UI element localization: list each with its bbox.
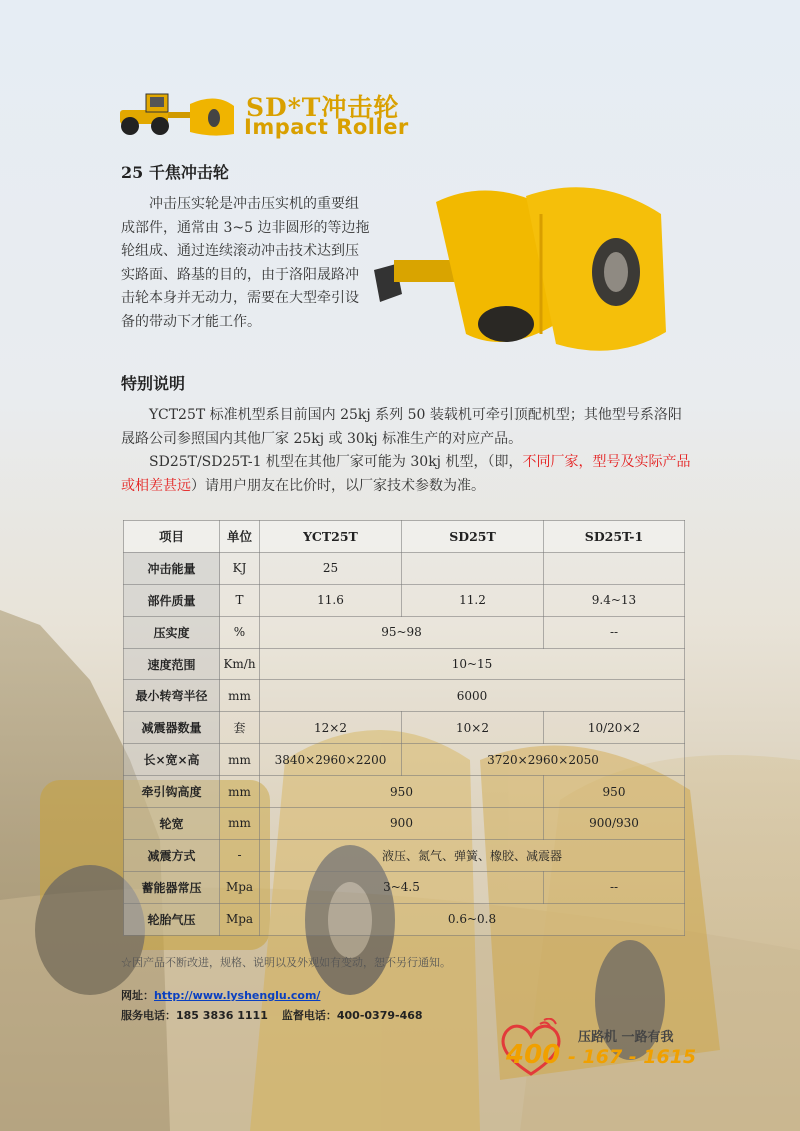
notes-p2-start: SD25T/SD25T-1 机型在其他厂家可能为 30kj 机型，（即， bbox=[149, 454, 523, 470]
section-title-25kj: 25 千焦冲击轮 bbox=[121, 163, 229, 182]
supervise-phone-label: 监督电话： bbox=[281, 1009, 337, 1022]
row-label: 长×宽×高 bbox=[124, 744, 220, 776]
table-row bbox=[124, 871, 685, 903]
cell-value: 900 bbox=[260, 808, 544, 840]
cell-value: 12×2 bbox=[260, 712, 402, 744]
row-unit: mm bbox=[220, 776, 260, 808]
hotline-400: 400 bbox=[506, 1040, 561, 1070]
row-unit: KJ bbox=[220, 552, 260, 584]
brand-title-cn: SD*T冲击轮 bbox=[246, 93, 400, 122]
cell-value bbox=[402, 552, 544, 584]
cell-value: 11.2 bbox=[402, 584, 544, 616]
row-unit: Km/h bbox=[220, 648, 260, 680]
service-phone-label: 服务电话： bbox=[121, 1009, 176, 1022]
table-row bbox=[124, 712, 685, 744]
row-label: 轮宽 bbox=[124, 808, 220, 840]
table-row bbox=[124, 839, 685, 871]
row-label: 冲击能量 bbox=[124, 552, 220, 584]
cell-value: 3840×2960×2200 bbox=[260, 744, 402, 776]
service-phone: 185 3836 1111 bbox=[176, 1009, 268, 1022]
phone-line bbox=[121, 1007, 423, 1023]
notes-warning-text: 不同厂家，型号及实际产品或相差甚远 bbox=[121, 454, 691, 494]
row-label: 牵引钩高度 bbox=[124, 776, 220, 808]
row-unit: Mpa bbox=[220, 871, 260, 903]
row-unit: T bbox=[220, 584, 260, 616]
brand-title-en: Impact Roller bbox=[244, 115, 409, 139]
hotline-badge bbox=[496, 1018, 696, 1078]
spec-table bbox=[123, 520, 685, 936]
cell-value: 液压、氮气、弹簧、橡胶、减震器 bbox=[260, 839, 685, 871]
brand-header bbox=[116, 88, 456, 140]
row-label: 最小转弯半径 bbox=[124, 680, 220, 712]
website-label: 网址： bbox=[121, 989, 154, 1002]
hotline-number: - 167 - 1615 bbox=[568, 1046, 697, 1068]
disclaimer-note: ☆因产品不断改进，规格、说明以及外观如有变动，恕不另行通知。 bbox=[121, 956, 451, 969]
table-row bbox=[124, 808, 685, 840]
table-row bbox=[124, 680, 685, 712]
row-unit: mm bbox=[220, 680, 260, 712]
header-item: 项目 bbox=[124, 521, 220, 553]
cell-value: 10/20×2 bbox=[544, 712, 685, 744]
row-label: 减震器数量 bbox=[124, 712, 220, 744]
cell-value: 25 bbox=[260, 552, 402, 584]
cell-value: 950 bbox=[544, 776, 685, 808]
row-unit: 套 bbox=[220, 712, 260, 744]
row-label: 压实度 bbox=[124, 616, 220, 648]
supervise-phone: 400-0379-468 bbox=[336, 1009, 423, 1022]
table-header-row bbox=[124, 521, 685, 553]
row-label: 部件质量 bbox=[124, 584, 220, 616]
notes-paragraph-2 bbox=[121, 451, 691, 498]
table-row bbox=[124, 552, 685, 584]
cell-value: 6000 bbox=[260, 680, 685, 712]
cell-value: 900/930 bbox=[544, 808, 685, 840]
cell-value: 11.6 bbox=[260, 584, 402, 616]
table-row bbox=[124, 903, 685, 935]
header-sd25t-1: SD25T-1 bbox=[544, 521, 685, 553]
website-line bbox=[121, 987, 320, 1003]
cell-value bbox=[544, 552, 685, 584]
header-sd25t: SD25T bbox=[402, 521, 544, 553]
cell-value: 95~98 bbox=[260, 616, 544, 648]
intro-paragraph bbox=[121, 193, 371, 334]
website-link[interactable]: http://www.lyshenglu.com/ bbox=[154, 989, 321, 1002]
cell-value: -- bbox=[544, 616, 685, 648]
cell-value: 950 bbox=[260, 776, 544, 808]
cell-value: 10~15 bbox=[260, 648, 685, 680]
row-unit: Mpa bbox=[220, 903, 260, 935]
row-label: 蓄能器常压 bbox=[124, 871, 220, 903]
hotline-slogan: 压路机 一路有我 bbox=[578, 1030, 674, 1045]
intro-text: 冲击压实轮是冲击压实机的重要组成部件，通常由 3~5 边非圆形的等边拖轮组成、通过连续滚动冲击技术达到压实路面、路基的目的，由于洛阳晟路冲击轮本身并无动力，需要在大型牵引设备的带动下才能工作。 bbox=[121, 196, 370, 330]
row-unit: mm bbox=[220, 744, 260, 776]
section-title-notes: 特别说明 bbox=[121, 374, 186, 393]
cell-value: 3720×2960×2050 bbox=[402, 744, 685, 776]
row-unit: - bbox=[220, 839, 260, 871]
cell-value: 3~4.5 bbox=[260, 871, 544, 903]
header-unit: 单位 bbox=[220, 521, 260, 553]
row-label: 减震方式 bbox=[124, 839, 220, 871]
header-yct25t: YCT25T bbox=[260, 521, 402, 553]
cell-value: 10×2 bbox=[402, 712, 544, 744]
cell-value: 9.4~13 bbox=[544, 584, 685, 616]
roller-logo-icon bbox=[116, 88, 238, 138]
row-label: 速度范围 bbox=[124, 648, 220, 680]
table-row bbox=[124, 584, 685, 616]
impact-roller-illustration bbox=[366, 174, 686, 366]
notes-paragraph-1: YCT25T 标准机型系目前国内 25kj 系列 50 装载机可牵引顶配机型；其他型号系洛阳晟路公司参照国内其他厂家 25kj 或 30kj 标准生产的对应产品。 bbox=[121, 407, 682, 447]
notes-block bbox=[121, 404, 691, 498]
table-row bbox=[124, 776, 685, 808]
table-row bbox=[124, 744, 685, 776]
table-row bbox=[124, 648, 685, 680]
cell-value: -- bbox=[544, 871, 685, 903]
row-label: 轮胎气压 bbox=[124, 903, 220, 935]
row-unit: % bbox=[220, 616, 260, 648]
cell-value: 0.6~0.8 bbox=[260, 903, 685, 935]
table-row bbox=[124, 616, 685, 648]
notes-p2-end: ）请用户朋友在比价时，以厂家技术参数为准。 bbox=[191, 477, 485, 494]
row-unit: mm bbox=[220, 808, 260, 840]
